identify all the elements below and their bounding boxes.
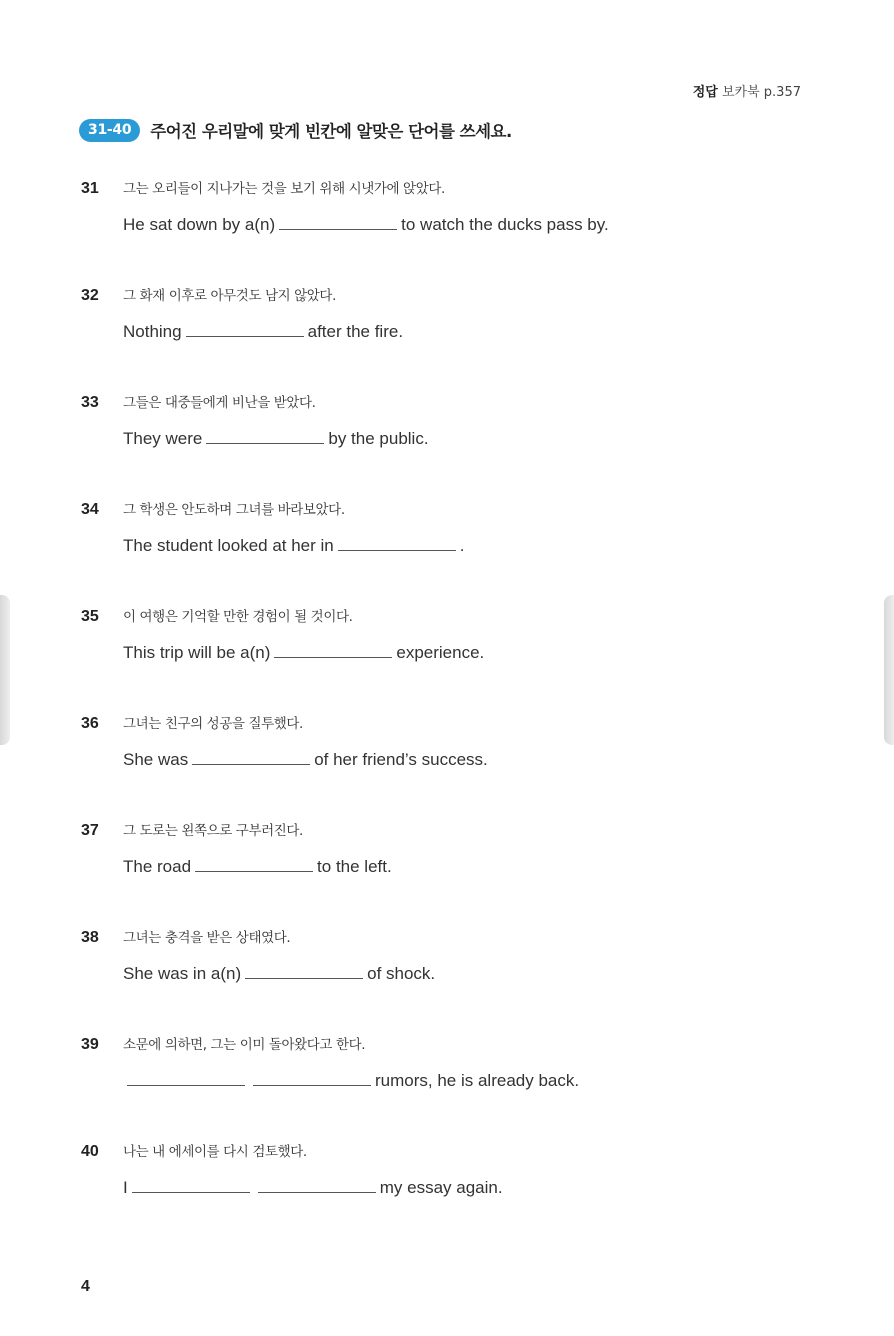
sentence-after-blank: my essay again. xyxy=(379,1178,503,1197)
sentence-before-blank: I xyxy=(123,1178,128,1197)
question-header xyxy=(81,605,801,627)
english-sentence xyxy=(123,643,484,663)
korean-sentence: 그는 오리들이 지나가는 것을 보기 위해 시냇가에 앉았다. xyxy=(123,181,445,197)
answer-blank[interactable] xyxy=(253,1084,371,1086)
question-item xyxy=(81,605,801,662)
question-item xyxy=(81,498,801,555)
answer-blank[interactable] xyxy=(338,549,456,551)
question-number: 38 xyxy=(81,929,99,946)
korean-sentence: 그 화재 이후로 아무것도 남지 않았다. xyxy=(123,288,336,304)
english-sentence xyxy=(123,322,403,342)
question-header xyxy=(81,1033,801,1055)
sentence-after-blank: by the public. xyxy=(328,429,429,448)
answer-blank[interactable] xyxy=(206,442,324,444)
question-item xyxy=(81,391,801,448)
answer-label: 정답 xyxy=(692,85,718,100)
question-item xyxy=(81,926,801,983)
right-page-tab xyxy=(884,595,894,745)
question-number: 34 xyxy=(81,501,99,518)
sentence-before-blank: This trip will be a(n) xyxy=(123,643,271,662)
question-number: 39 xyxy=(81,1036,99,1053)
question-number: 36 xyxy=(81,715,99,732)
question-number: 33 xyxy=(81,394,99,411)
answer-blank[interactable] xyxy=(279,228,397,230)
sentence-after-blank: to the left. xyxy=(317,857,392,876)
answer-reference xyxy=(693,81,801,100)
english-sentence xyxy=(123,857,392,877)
sentence-after-blank: experience. xyxy=(396,643,485,662)
question-item xyxy=(81,1033,801,1090)
korean-sentence: 그 학생은 안도하며 그녀를 바라보았다. xyxy=(123,502,345,518)
sentence-after-blank: of her friend’s success. xyxy=(314,750,488,769)
question-header xyxy=(81,498,801,520)
question-item xyxy=(81,284,801,341)
question-number: 37 xyxy=(81,822,99,839)
english-sentence xyxy=(123,1178,503,1198)
question-item xyxy=(81,712,801,769)
english-sentence xyxy=(123,536,464,556)
answer-blank[interactable] xyxy=(192,763,310,765)
question-header xyxy=(81,712,801,734)
english-sentence xyxy=(123,750,488,770)
question-header xyxy=(81,391,801,413)
sentence-after-blank: . xyxy=(459,536,465,555)
page-number: 4 xyxy=(81,1278,90,1295)
korean-sentence: 그들은 대중들에게 비난을 받았다. xyxy=(123,395,316,411)
korean-sentence: 이 여행은 기억할 만한 경험이 될 것이다. xyxy=(123,609,353,625)
english-sentence xyxy=(123,215,609,235)
question-number: 32 xyxy=(81,287,99,304)
answer-blank[interactable] xyxy=(258,1191,376,1193)
question-header xyxy=(81,284,801,306)
sentence-after-blank: to watch the ducks pass by. xyxy=(401,215,609,234)
left-page-tab xyxy=(0,595,10,745)
section-header xyxy=(79,118,512,142)
question-number: 40 xyxy=(81,1143,99,1160)
answer-blank[interactable] xyxy=(245,977,363,979)
question-header xyxy=(81,819,801,841)
question-number: 31 xyxy=(81,180,99,197)
answer-blank[interactable] xyxy=(186,335,304,337)
question-item xyxy=(81,1140,801,1197)
english-sentence xyxy=(123,964,435,984)
sentence-before-blank: She was xyxy=(123,750,189,769)
answer-blank[interactable] xyxy=(195,870,313,872)
question-item xyxy=(81,819,801,876)
sentence-before-blank: Nothing xyxy=(123,322,182,341)
sentence-after-blank: of shock. xyxy=(367,964,436,983)
english-sentence xyxy=(123,429,429,449)
question-header xyxy=(81,926,801,948)
english-sentence xyxy=(123,1071,579,1091)
answer-blank[interactable] xyxy=(132,1191,250,1193)
sentence-before-blank: They were xyxy=(123,429,203,448)
sentence-before-blank: The road xyxy=(123,857,192,876)
answer-page-ref: 보카북 p.357 xyxy=(717,85,801,100)
sentence-before-blank: She was in a(n) xyxy=(123,964,242,983)
sentence-after-blank: rumors, he is already back. xyxy=(375,1071,580,1090)
korean-sentence: 소문에 의하면, 그는 이미 돌아왔다고 한다. xyxy=(123,1037,366,1053)
korean-sentence: 그 도로는 왼쪽으로 구부러진다. xyxy=(123,823,303,839)
korean-sentence: 그녀는 친구의 성공을 질투했다. xyxy=(123,716,303,732)
answer-blank[interactable] xyxy=(274,656,392,658)
section-instruction: 주어진 우리말에 맞게 빈칸에 알맞은 단어를 쓰세요. xyxy=(150,122,512,141)
question-header xyxy=(81,1140,801,1162)
question-header xyxy=(81,177,801,199)
section-range-badge: 31-40 xyxy=(79,119,140,142)
answer-blank[interactable] xyxy=(127,1084,245,1086)
korean-sentence: 그녀는 충격을 받은 상태였다. xyxy=(123,930,291,946)
question-number: 35 xyxy=(81,608,99,625)
sentence-before-blank: The student looked at her in xyxy=(123,536,334,555)
sentence-after-blank: after the fire. xyxy=(307,322,404,341)
sentence-before-blank: He sat down by a(n) xyxy=(123,215,276,234)
korean-sentence: 나는 내 에세이를 다시 검토했다. xyxy=(123,1144,307,1160)
question-item xyxy=(81,177,801,234)
